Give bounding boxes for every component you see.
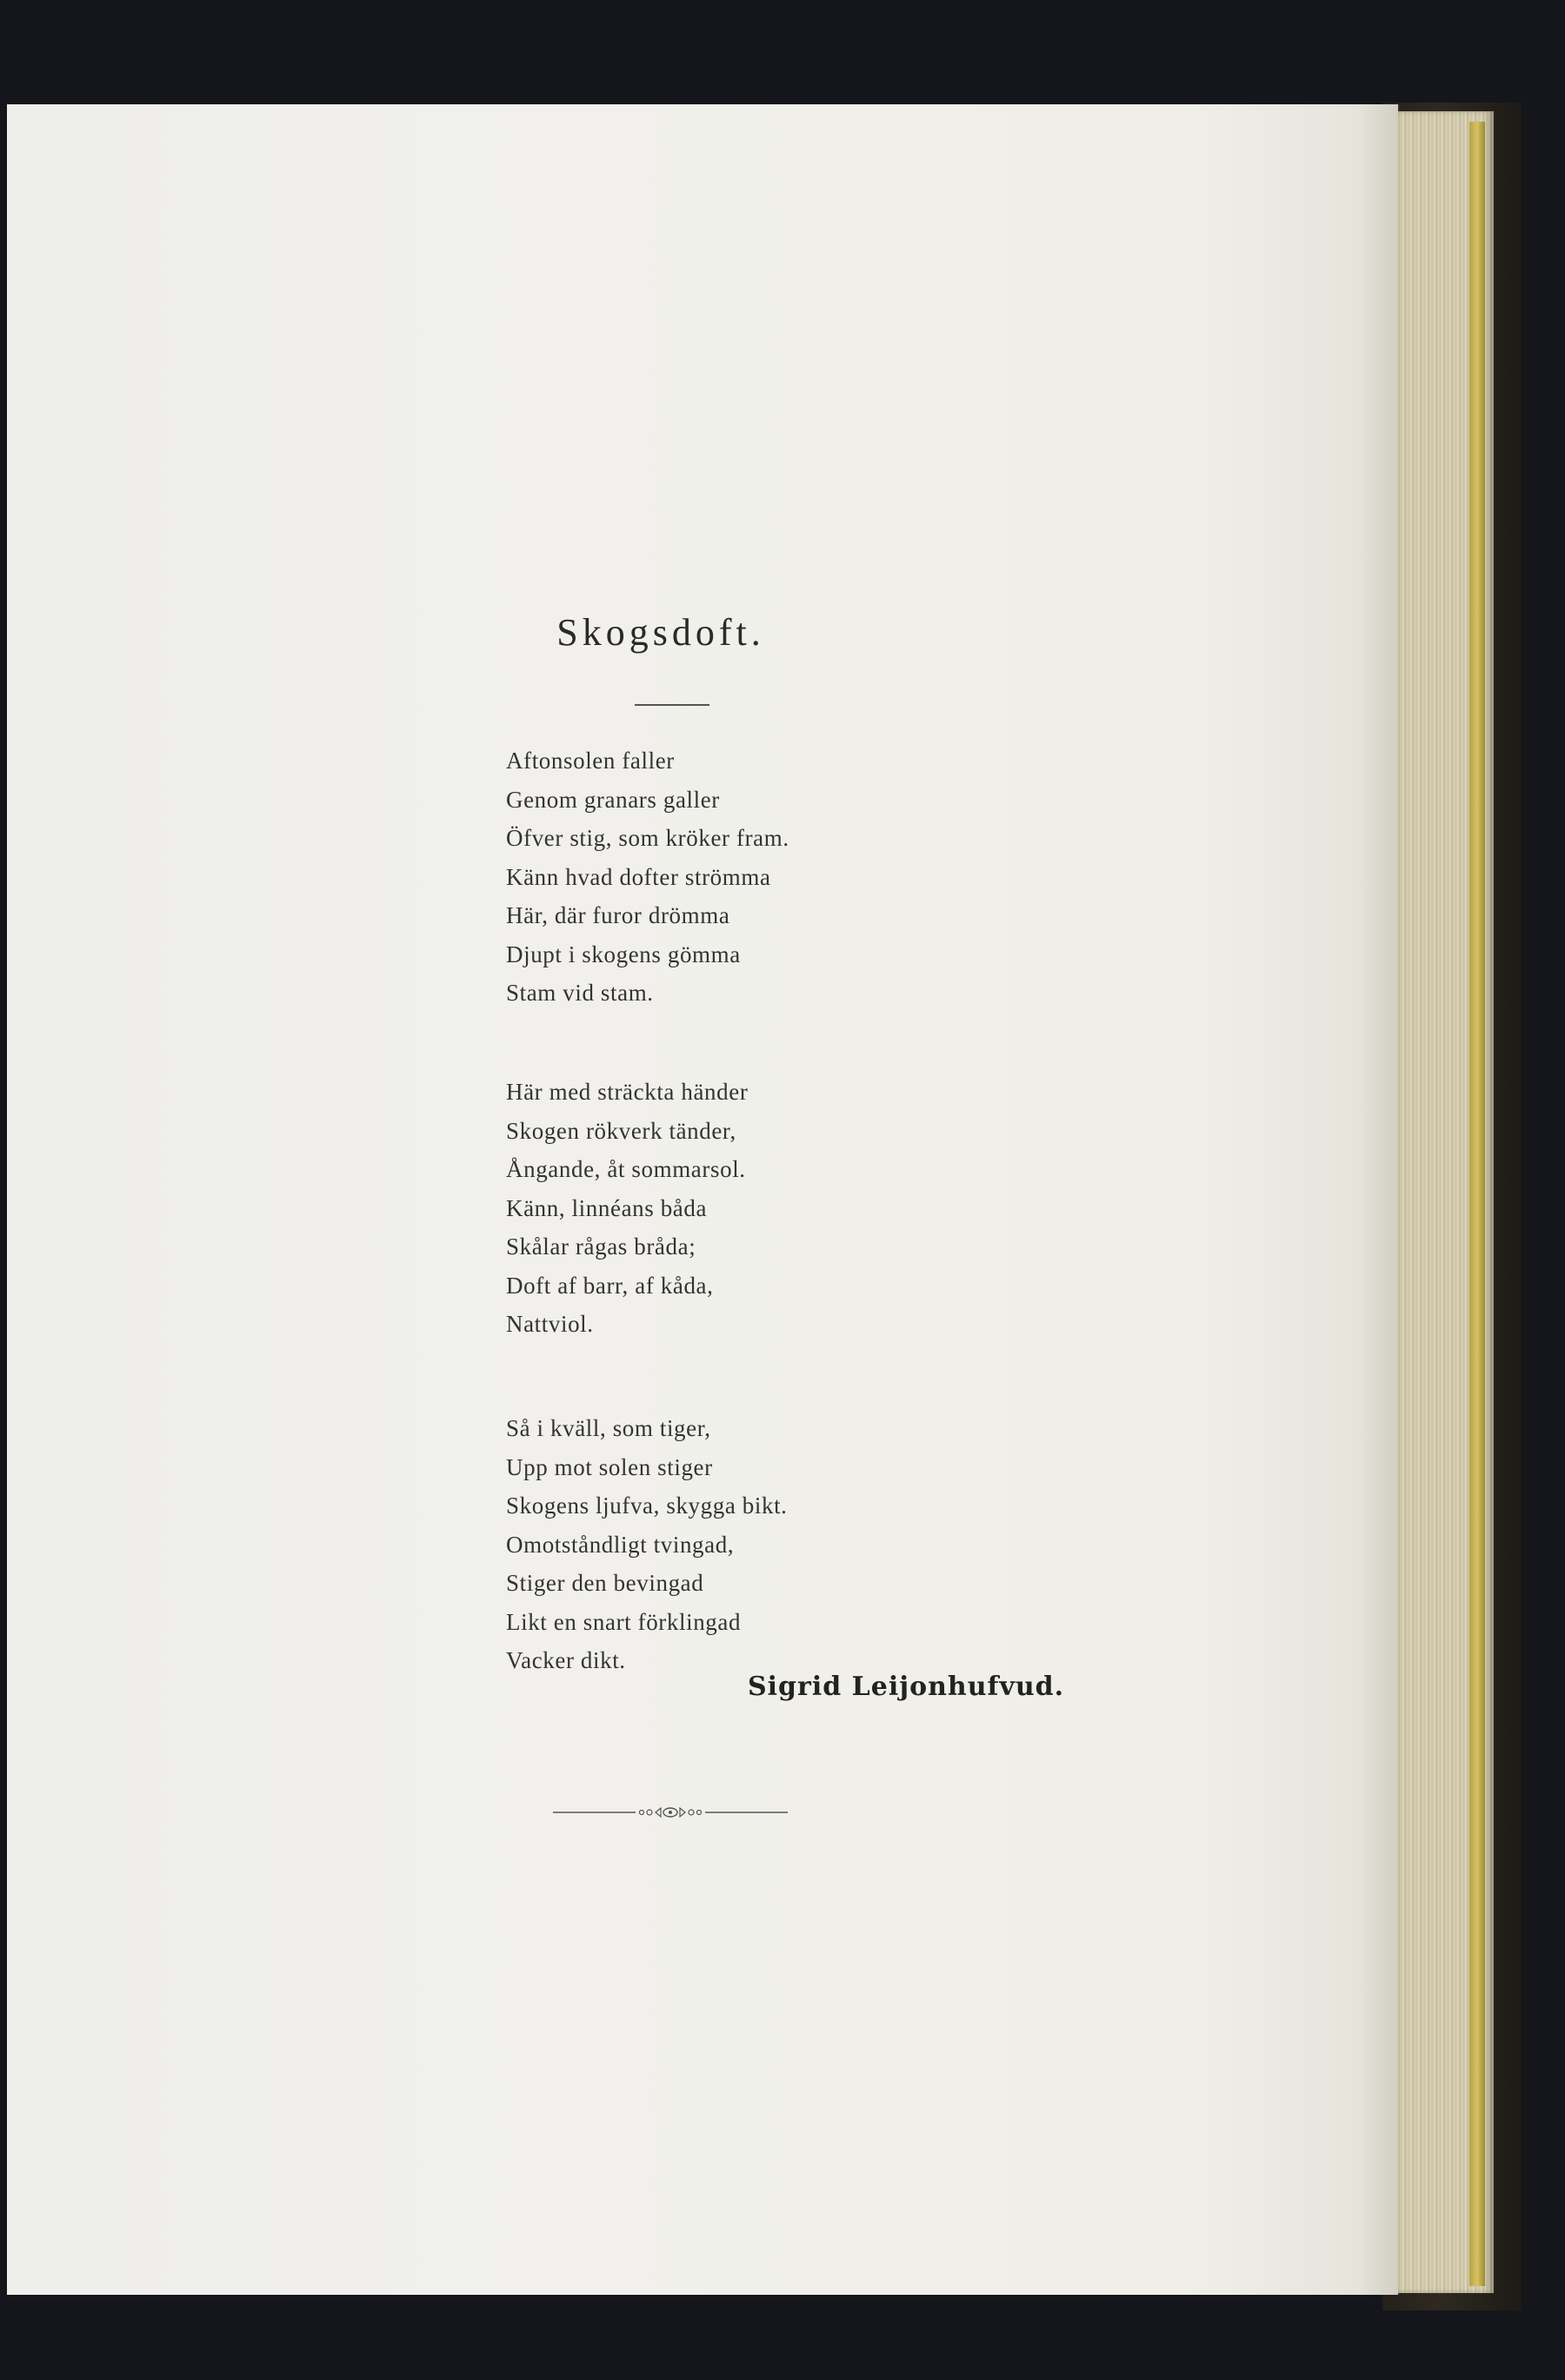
poem-line: Känn, linnéans båda bbox=[506, 1194, 708, 1221]
stanza-1 bbox=[506, 741, 789, 1013]
poem-line: Likt en snart förklingad bbox=[506, 1608, 742, 1635]
poem-line: Skogen rökverk tänder, bbox=[506, 1117, 736, 1144]
poem-line: Stam vid stam. bbox=[506, 980, 654, 1006]
poem-line: Skålar rågas bråda; bbox=[506, 1233, 696, 1260]
page-gutter-shadow bbox=[1356, 104, 1400, 2295]
poem-line: Känn hvad dofter strömma bbox=[506, 863, 771, 890]
poem-line: Doft af barr, af kåda, bbox=[506, 1272, 714, 1299]
poem-line: Här, där furor drömma bbox=[506, 902, 730, 928]
poem-line: Genom granars galler bbox=[506, 786, 720, 813]
poem-line: Öfver stig, som kröker fram. bbox=[506, 825, 789, 851]
poem-title: Skogsdoft. bbox=[556, 611, 765, 654]
poem-line: Skogens ljufva, skygga bikt. bbox=[506, 1492, 788, 1519]
stanza-3 bbox=[506, 1409, 788, 1680]
stanza-2 bbox=[506, 1073, 748, 1344]
poem-line: Stiger den bevingad bbox=[506, 1570, 704, 1596]
poem-line: Här med sträckta händer bbox=[506, 1079, 749, 1105]
gilt-edge bbox=[1469, 122, 1485, 2286]
poem-line: Nattviol. bbox=[506, 1311, 594, 1337]
poem-line: Aftonsolen faller bbox=[506, 748, 675, 774]
ornament-divider-icon bbox=[553, 1802, 788, 1823]
poem-line: Så i kväll, som tiger, bbox=[506, 1415, 711, 1441]
poem-line: Ångande, åt sommarsol. bbox=[506, 1156, 746, 1182]
author-signature: Sigrid Leijonhufvud. bbox=[748, 1672, 1065, 1702]
title-rule bbox=[635, 704, 709, 706]
poem-line: Djupt i skogens gömma bbox=[506, 941, 741, 967]
poem-line: Omotståndligt tvingad, bbox=[506, 1531, 735, 1558]
poem-line: Vacker dikt. bbox=[506, 1647, 626, 1673]
poem-line: Upp mot solen stiger bbox=[506, 1453, 713, 1480]
